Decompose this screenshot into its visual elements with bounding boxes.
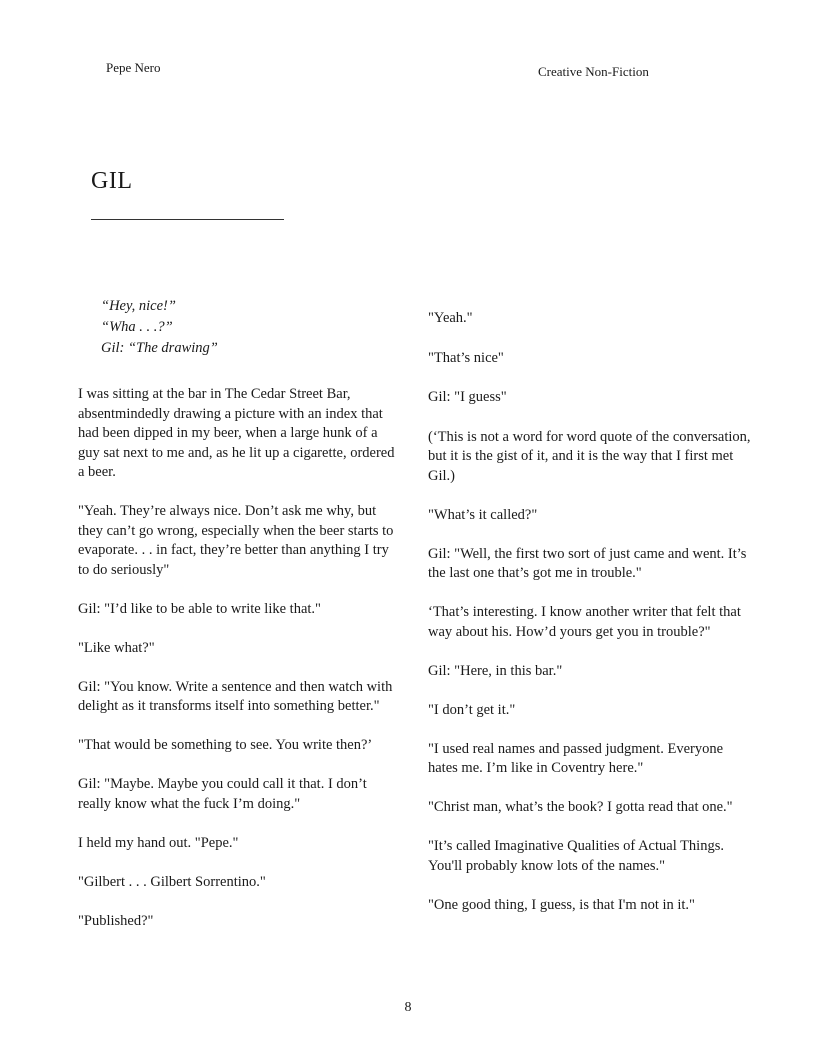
paragraph: "Yeah." (428, 310, 473, 326)
epigraph-line: “Hey, nice!” (101, 298, 176, 314)
paragraph: I held my hand out. "Pepe." (78, 834, 239, 851)
epigraph-line: “Wha . . .?” (101, 319, 173, 335)
paragraph: I was sitting at the bar in The Cedar Street Bar, absentmindedly drawing a picture with an index that had been dipped in my beer, when a large hunk of a guy sat next to me and, as he lit up a cigarette, ordered a beer. (78, 386, 395, 480)
paragraph: "Gilbert . . . Gilbert Sorrentino." (78, 873, 266, 890)
epigraph-line: Gil: “The drawing” (101, 340, 218, 356)
paragraph: "It’s called Imaginative Qualities of Actual Things. You'll probably know lots of the names." (428, 838, 724, 874)
paragraph: ‘That’s interesting. I know another writer that felt that way about his. How’d yours get you in trouble?" (428, 604, 741, 640)
header-author: Pepe Nero (106, 60, 161, 75)
paragraph: Gil: "I guess" (428, 389, 507, 405)
paragraph: Gil: "Here, in this bar." (428, 662, 563, 679)
epigraph (101, 296, 218, 359)
paragraph: "I don’t get it." (428, 701, 516, 718)
paragraph: Gil: "You know. Write a sentence and then watch with delight as it transforms itself into something better." (78, 678, 393, 714)
paragraph: "Like what?" (78, 639, 155, 656)
paragraph: Gil: "Maybe. Maybe you could call it that. I don’t really know what the fuck I’m doing." (78, 776, 367, 812)
paragraph: "That’s nice" (428, 349, 504, 366)
paragraph: "What’s it called?" (428, 506, 538, 523)
page-title: GIL (91, 168, 133, 194)
left-column (78, 385, 398, 931)
paragraph: "Christ man, what’s the book? I gotta read that one." (428, 799, 733, 815)
paragraph: Gil: "Well, the first two sort of just came and went. It’s the last one that’s got me in trouble." (428, 545, 747, 581)
paragraph: (‘This is not a word for word quote of the conversation, but it is the gist of it, and it is the way that I first met Gil.) (428, 428, 751, 484)
title-underline (91, 219, 284, 220)
right-column (428, 309, 753, 915)
paragraph: "One good thing, I guess, is that I'm not in it." (428, 896, 695, 913)
paragraph: "That would be something to see. You write then?’ (78, 737, 373, 753)
paragraph: "Published?" (78, 912, 154, 929)
paragraph: Gil: "I’d like to be able to write like that." (78, 600, 321, 617)
paragraph: "Yeah. They’re always nice. Don’t ask me why, but they can’t go wrong, especially when the beer starts to evaporate. . . in fact, they’re better than anything I try to do seriously" (78, 503, 394, 578)
header-section: Creative Non-Fiction (538, 64, 649, 79)
page-number: 8 (404, 1000, 412, 1015)
paragraph: "I used real names and passed judgment. Everyone hates me. I’m like in Coventry here." (428, 740, 724, 776)
